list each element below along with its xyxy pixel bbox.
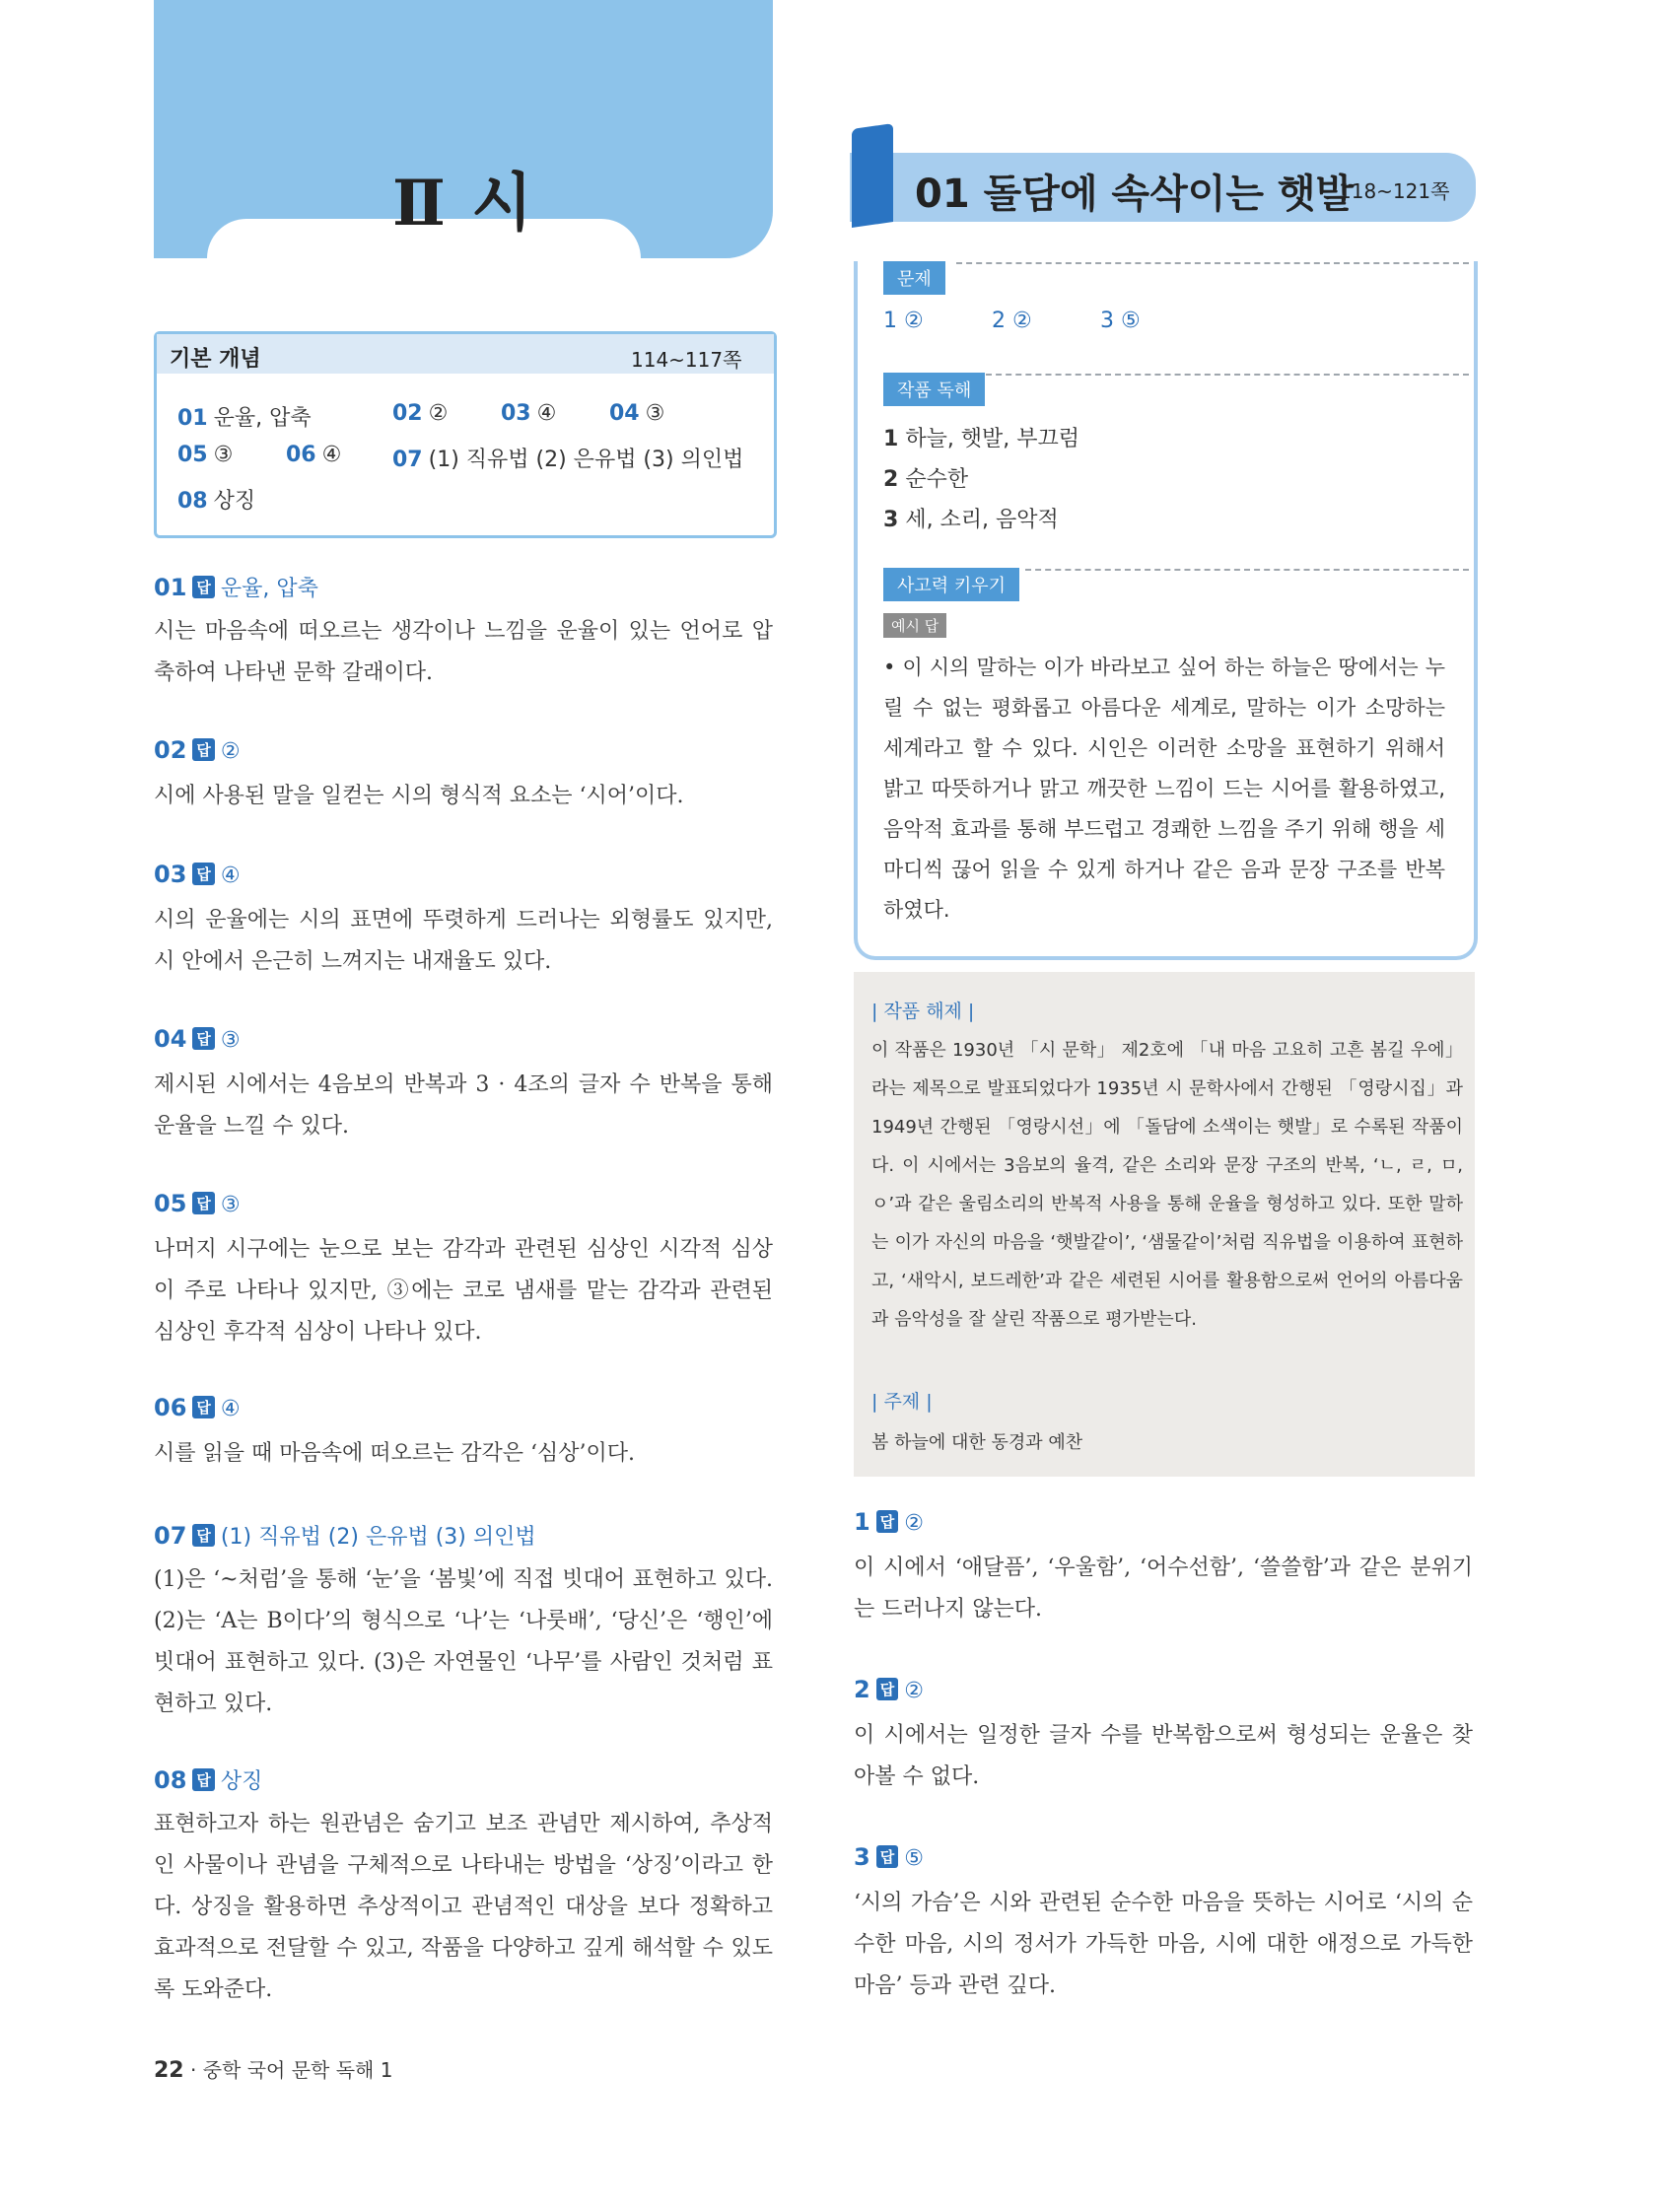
answer-tag: 답	[192, 1027, 215, 1050]
divider	[956, 262, 1469, 264]
answer-explanation: 시는 마음속에 떠오르는 생각이나 느낌을 운율이 있는 언어로 압축하여 나타낸 문학 갈래이다.	[154, 619, 773, 685]
answer-head	[154, 1394, 241, 1421]
answer-explanation: 시의 운율에는 시의 표면에 뚜렷하게 드러나는 외형률도 있지만, 시 안에서 은근히 느껴지는 내재율도 있다.	[154, 908, 773, 974]
answer-explanation: 시를 읽을 때 마음속에 떠오르는 감각은 ‘심상’이다.	[154, 1441, 635, 1466]
answer-head	[154, 1190, 241, 1217]
reading-label: 작품 독해	[883, 373, 985, 406]
divider	[1025, 569, 1469, 571]
answer-tag: 답	[192, 1524, 215, 1547]
reading-text: 세, 소리, 음악적	[905, 508, 1059, 532]
reading-text: 순수한	[905, 467, 969, 492]
answer-explanation: 이 시에서는 일정한 글자 수를 반복함으로써 형성되는 운율은 찾아볼 수 없다.	[854, 1723, 1473, 1789]
answer-number: 02	[154, 736, 187, 764]
analysis-label: | 작품 해제 |	[871, 1001, 975, 1022]
answer-value: ③	[220, 1193, 241, 1217]
answer-tag: 답	[192, 1768, 215, 1791]
answer-tag: 답	[876, 1845, 899, 1868]
answer-number: 05	[154, 1190, 187, 1217]
reading-num: 3	[883, 508, 899, 532]
page-footer	[154, 2054, 392, 2083]
concept-item: 05 ③	[177, 443, 234, 467]
answer-number: 08	[154, 1766, 187, 1794]
answer-number: 04	[154, 1025, 187, 1053]
answer-tag: 답	[192, 576, 215, 598]
answer-explanation: (1)은 ‘~처럼’을 통해 ‘눈’을 ‘봄빛’에 직접 빗대어 표현하고 있다. (2)는 ‘A는 B이다’의 형식으로 ‘나’는 ‘나룻배’, ‘당신’은 ‘행인’에 빗대어 표현하고 있다. (3)은 자연물인 ‘나무’를 사람인 것처럼 표현하고 있다.	[154, 1567, 773, 1716]
reading-num: 2	[883, 467, 899, 492]
answer-explanation: 제시된 시에서는 4음보의 반복과 3 · 4조의 글자 수 반복을 통해 운율을 느낄 수 있다.	[154, 1072, 773, 1139]
concept-item: 06 ④	[286, 443, 342, 467]
answer-explanation: 이 시에서 ‘애달픔’, ‘우울함’, ‘어수선함’, ‘쓸쓸함’과 같은 분위기는 드러나지 않는다.	[854, 1555, 1473, 1622]
answer-value: (1) 직유법 (2) 은유법 (3) 의인법	[220, 1525, 536, 1550]
page-number: 22	[154, 2058, 184, 2083]
problem-answer: 3 ⑤	[1100, 309, 1141, 333]
answer-value: ②	[904, 1679, 924, 1703]
answer-value: ②	[904, 1511, 924, 1536]
answer-value: 운율, 압축	[220, 577, 318, 601]
answer-head	[154, 572, 318, 602]
concept-title: 기본 개념	[170, 347, 261, 372]
thinking-label: 사고력 키우기	[883, 568, 1019, 601]
answer-tag: 답	[192, 863, 215, 885]
answer-explanation: 나머지 시구에는 눈으로 보는 감각과 관련된 심상인 시각적 심상이 주로 나타나 있지만, ③에는 코로 냄새를 맡는 감각과 관련된 심상인 후각적 심상이 나타나 있다.	[154, 1237, 773, 1345]
answer-number: 2	[854, 1676, 870, 1703]
chapter-title: Ⅱ 시	[391, 167, 535, 241]
answer-number: 01	[154, 574, 187, 601]
concept-item: 02 ②	[392, 401, 449, 426]
answer-explanation: 시에 사용된 말을 일컫는 시의 형식적 요소는 ‘시어’이다.	[154, 784, 684, 808]
answer-head	[154, 861, 241, 888]
problem-answer: 1 ②	[883, 309, 924, 333]
answer-head	[154, 1520, 536, 1551]
answer-value: ③	[220, 1028, 241, 1053]
reading-item	[883, 422, 1079, 452]
reading-item	[883, 503, 1059, 533]
answer-value: ④	[220, 1397, 241, 1421]
answer-tag: 답	[192, 1192, 215, 1214]
concept-item: 03 ④	[501, 401, 557, 426]
reading-item	[883, 462, 968, 493]
book-title: · 중학 국어 문학 독해 1	[189, 2058, 393, 2082]
concept-pages: 114~117쪽	[631, 348, 742, 372]
answer-tag: 답	[192, 738, 215, 761]
section-title: 01 돌담에 속삭이는 햇발	[915, 172, 1355, 217]
answer-value: ②	[220, 739, 241, 764]
example-text: • 이 시의 말하는 이가 바라보고 싶어 하는 하늘은 땅에서는 누릴 수 없는 평화롭고 아름다운 세계로, 말하는 이가 소망하는 세계라고 할 수 있다. 시인은 이러한 소망을 표현하기 위해서 밝고 따뜻하거나 맑고 깨끗한 느낌이 드는 시어를 활용하였고, 음악적 효과를 통해 부드럽고 경쾌한 느낌을 주기 위해 행을 세 마디씩 끊어 읽을 수 있게 하거나 같은 음과 문장 구조를 반복하였다.	[883, 656, 1445, 922]
bookmark-icon	[852, 123, 893, 228]
reading-text: 하늘, 햇발, 부끄럼	[905, 427, 1080, 451]
answer-number: 06	[154, 1394, 187, 1421]
analysis-text: 이 작품은 1930년 「시 문학」 제2호에 「내 마음 고요히 고흔 봄길 우에」라는 제목으로 발표되었다가 1935년 시 문학사에서 간행된 「영랑시집」과 1949년 간행된 「영랑시선」에 「돌담에 소색이는 햇발」로 수록된 작품이다. 이 시에서는 3음보의 율격, 같은 소리와 문장 구조의 반복, ‘ㄴ, ㄹ, ㅁ, ㅇ’과 같은 울림소리의 반복적 사용을 통해 운율을 형성하고 있다. 또한 말하는 이가 자신의 마음을 ‘햇발같이’, ‘샘물같이’처럼 직유법을 이용하여 표현하고, ‘새악시, 보드레한’과 같은 세련된 시어를 활용함으로써 언어의 아름다움과 음악성을 잘 살린 작품으로 평가받는다.	[871, 1040, 1463, 1330]
theme-text: 봄 하늘에 대한 동경과 예찬	[871, 1432, 1083, 1453]
concept-item: 01 운율, 압축	[177, 406, 312, 431]
answer-value: ⑤	[904, 1846, 924, 1871]
answer-explanation: ‘시의 가슴’은 시와 관련된 순수한 마음을 뜻하는 시어로 ‘시의 순수한 마음, 시의 정서가 가득한 마음, 시에 대한 애정으로 가득한 마음’ 등과 관련 깊다.	[854, 1891, 1473, 1998]
answer-head	[854, 1676, 924, 1703]
answer-number: 1	[854, 1508, 870, 1536]
answer-head	[854, 1508, 924, 1536]
answer-tag: 답	[876, 1678, 899, 1700]
concept-item: 08 상징	[177, 489, 256, 514]
reading-num: 1	[883, 427, 899, 451]
answer-number: 03	[154, 861, 187, 888]
answer-head	[154, 1764, 262, 1795]
theme-label: | 주제 |	[871, 1391, 933, 1413]
concept-item: 04 ③	[609, 401, 665, 426]
answer-head	[154, 1025, 241, 1053]
concept-item: 07 (1) 직유법 (2) 은유법 (3) 의인법	[392, 448, 744, 472]
answer-explanation: 표현하고자 하는 원관념은 숨기고 보조 관념만 제시하여, 추상적인 사물이나 관념을 구체적으로 나타내는 방법을 ‘상징’이라고 한다. 상징을 활용하면 추상적이고 관념적인 대상을 보다 정확하고 효과적으로 전달할 수 있고, 작품을 다양하고 깊게 해석할 수 있도록 도와준다.	[154, 1812, 773, 2002]
example-label: 예시 답	[883, 613, 946, 638]
answer-number: 3	[854, 1843, 870, 1871]
answer-tag: 답	[876, 1510, 899, 1533]
answer-number: 07	[154, 1522, 187, 1550]
answer-value: ④	[220, 864, 241, 888]
divider	[986, 374, 1469, 376]
problems-label: 문제	[883, 261, 945, 295]
answer-value: 상징	[220, 1769, 263, 1794]
section-pages: 118~121쪽	[1339, 179, 1450, 203]
answer-tag: 답	[192, 1396, 215, 1418]
answer-head	[154, 736, 241, 764]
answer-head	[854, 1843, 924, 1871]
problem-answer: 2 ②	[992, 309, 1032, 333]
